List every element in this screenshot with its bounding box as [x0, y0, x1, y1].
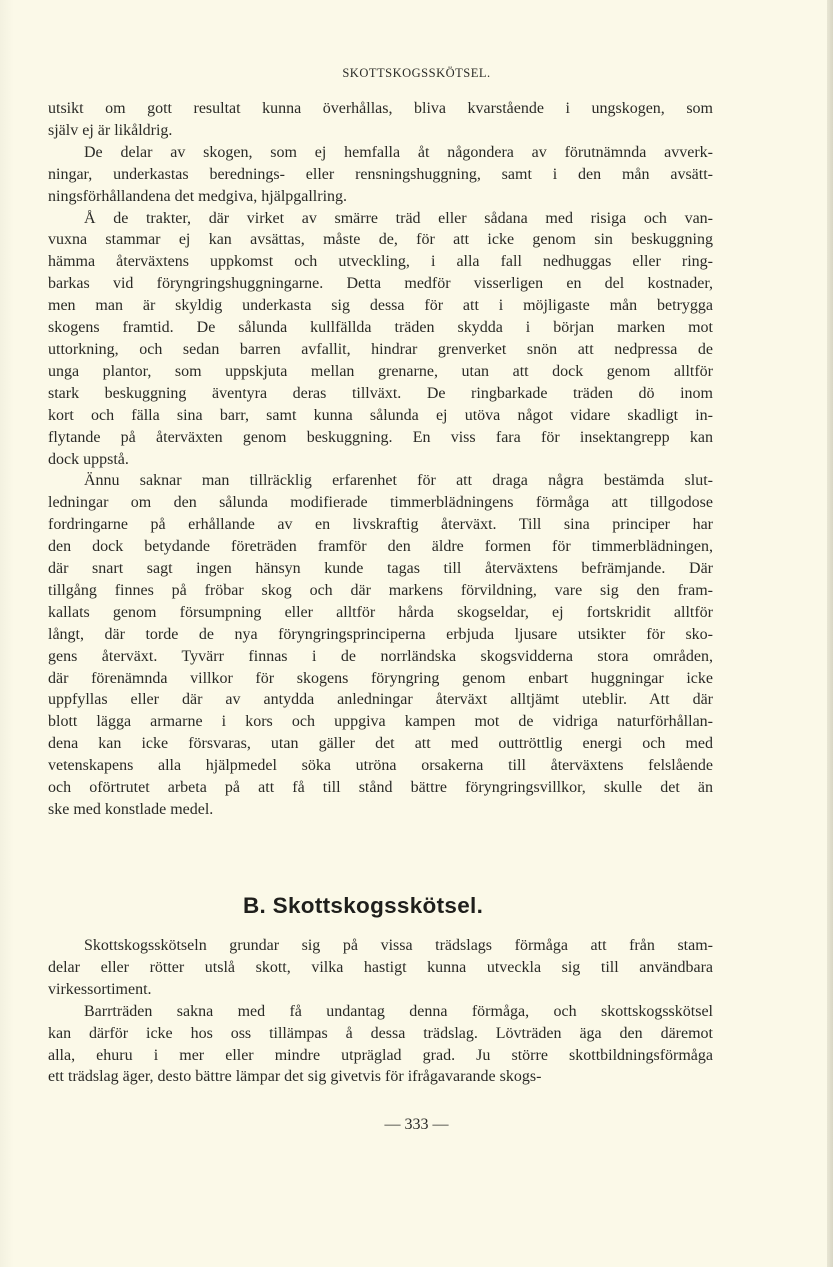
section-heading: B. Skottskogsskötsel. [243, 893, 484, 918]
text-line: uppfyllas eller där av antydda anledningar återväxt alltjämt uteblir. Att där [48, 691, 713, 709]
text-line: uttorkning, och sedan barren avfallit, hindrar grenverket snön att nedpressa de [48, 340, 713, 358]
text-block-top [48, 98, 713, 821]
text-line: fordringarne på erhållande av en livskraftig återväxt. Till sina principer har [48, 516, 713, 534]
text-line: utsikt om gott resultat kunna överhållas, bliva kvarstående i ungskogen, som [48, 100, 713, 117]
text-line: ske med konstlade medel. [48, 801, 214, 818]
paragraph [48, 98, 713, 142]
text-block-bottom [48, 935, 713, 1088]
text-line: barkas vid föryngringshuggningarne. Detta medför visserligen en del kostnader, [48, 275, 713, 293]
text-line: stark beskuggning äventyra deras tillväxt. De ringbarkade träden dö inom [48, 384, 713, 402]
text-line: Barrträden sakna med få undantag denna förmåga, och skottskogsskötsel [84, 1002, 713, 1020]
text-line: unga plantor, som uppskjuta mellan grenarne, utan att dock genom alltför [48, 362, 713, 380]
page-edge-right [827, 0, 833, 1267]
text-line: Ännu saknar man tillräcklig erfarenhet för att draga några bestämda slut- [84, 472, 713, 490]
text-line: och oförtrutet arbeta på att få till stånd bättre föryngringsvillkor, skulle det än [48, 779, 713, 797]
paragraph [48, 208, 713, 471]
text-line: där förenämnda villkor för skogens föryngring genom enbart huggningar icke [48, 669, 713, 687]
text-line: ningar, underkastas berednings- eller rensningshuggning, samt i den mån avsätt- [48, 165, 713, 183]
text-line: hämma återväxtens uppkomst och utveckling, i alla fall nedhuggas eller ring- [48, 253, 713, 271]
text-line: skogens framtid. De sålunda kullfällda träden skydda i början marken mot [48, 319, 713, 337]
text-line: dock uppstå. [48, 450, 129, 468]
text-line: tillgång finnes på fröbar skog och där markens förvildning, vare sig den fram- [48, 581, 713, 599]
page-edge-left [0, 0, 14, 1267]
text-line: ledningar om den sålunda modifierade timmerblädningens förmåga att tillgodose [48, 494, 713, 512]
text-line: där snart sagt ingen hänsyn kunde tagas till återväxtens befrämjande. Där [48, 560, 713, 578]
text-line: flytande på återväxten genom beskuggning. En viss fara för insektangrepp kan [48, 428, 713, 446]
text-line: långt, där torde de nya föryngringsprinciperna erbjuda ljusare utsikter för sko- [48, 625, 713, 643]
text-line: men man är skyldig underkasta sig dessa för att i möjligaste mån betrygga [48, 297, 713, 315]
text-line: dena kan icke försvaras, utan gäller det att med outtröttlig energi och med [48, 735, 713, 753]
text-line: kallats genom försumpning eller alltför hårda skogseldar, ej fortskridit alltför [48, 603, 713, 621]
text-line: den dock betydande företräden framför den äldre formen för timmerblädningen, [48, 538, 713, 556]
text-line: De delar av skogen, som ej hemfalla åt någondera av förutnämnda avverk- [84, 143, 713, 161]
text-line: blott lägga armarne i kors och uppgiva kampen mot de vidriga naturförhållan- [48, 713, 713, 731]
text-line: ningsförhållandena det medgiva, hjälpgallring. [48, 187, 348, 205]
text-line: Skottskogsskötseln grundar sig på vissa trädslags förmåga att från stam- [84, 937, 713, 954]
text-line: delar eller rötter utslå skott, vilka hastigt kunna utveckla sig till användbara [48, 958, 713, 976]
text-line: ett trädslag äger, desto bättre lämpar det sig givetvis för ifrågavarande skogs- [48, 1068, 542, 1086]
paragraph [48, 470, 713, 821]
text-line: gens återväxt. Tyvärr finnas i de norrländska skogsvidderna stora områden, [48, 647, 713, 665]
running-head: SKOTTSKOGSSKÖTSEL. [342, 66, 491, 80]
paragraph [48, 142, 713, 208]
text-line: vetenskapens alla hjälpmedel söka utröna orsakerna till återväxtens felslående [48, 757, 713, 775]
paragraph [48, 935, 713, 1001]
text-line: vuxna stammar ej kan avsättas, måste de, för att icke genom sin beskuggning [48, 231, 713, 249]
text-line: kan därför icke hos oss tillämpas å dessa trädslag. Lövträden äga den däremot [48, 1024, 713, 1042]
paragraph [48, 1001, 713, 1089]
text-line: virkessortiment. [48, 980, 152, 998]
page-number: — 333 — [384, 1116, 449, 1133]
text-line: själv ej är likåldrig. [48, 121, 173, 139]
text-line: alla, ehuru i mer eller mindre utpräglad grad. Ju större skottbildningsförmåga [48, 1046, 713, 1064]
text-line: kort och fälla sina barr, samt kunna sålunda ej utöva något vidare skadligt in- [48, 406, 713, 424]
text-line: Å de trakter, där virket av smärre träd eller sådana med risiga och van- [84, 209, 713, 227]
